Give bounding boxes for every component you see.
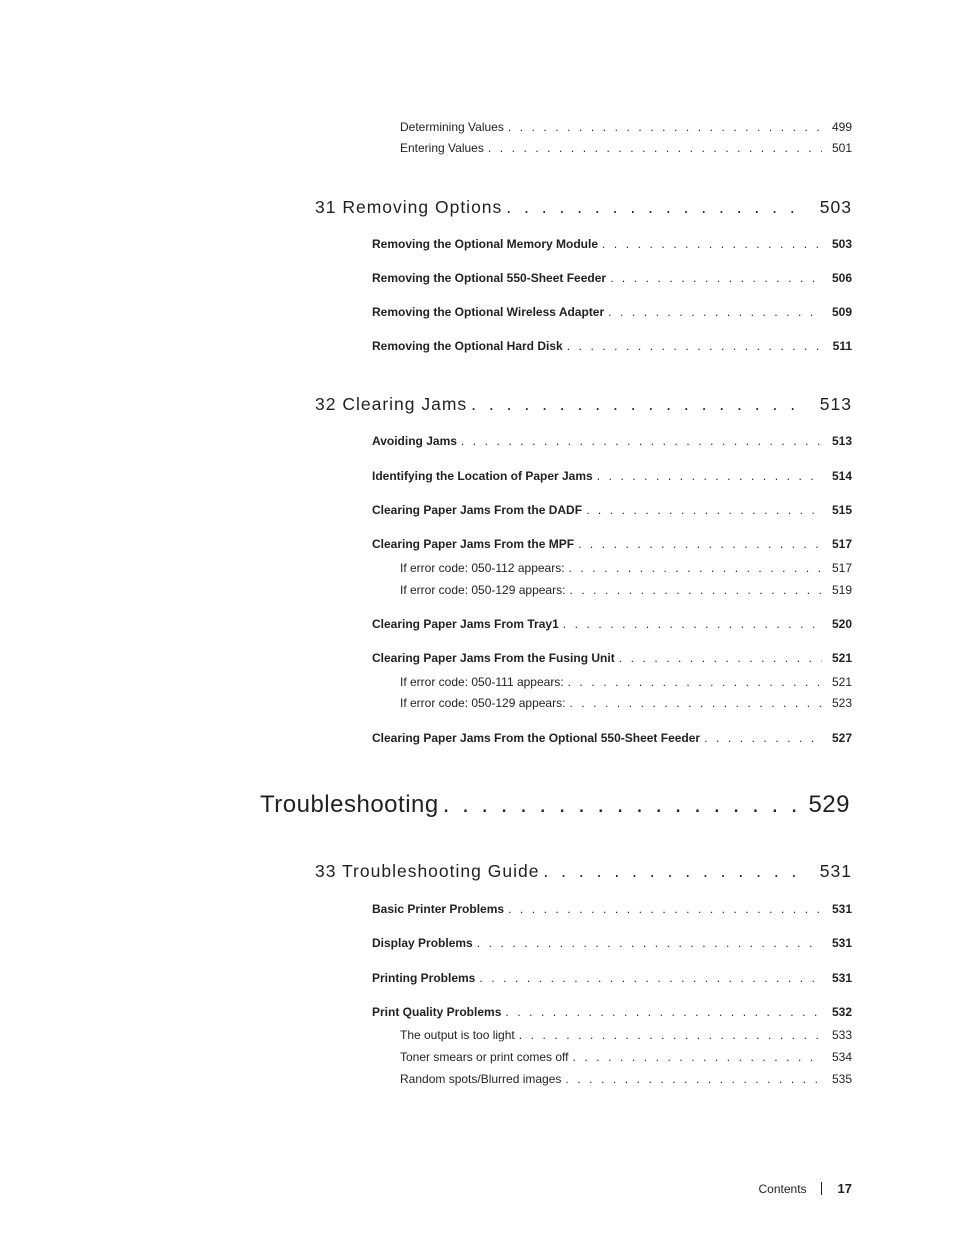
dot-leader [704,731,822,745]
toc-subsection-entry[interactable] [400,561,852,575]
entry-page-number: 533 [831,1028,852,1042]
dot-leader [443,791,799,819]
footer-section-label: Contents [758,1181,807,1196]
toc-chapter-entry[interactable] [315,861,852,882]
entry-page-number: 503 [831,237,852,251]
entry-page-number: 509 [831,305,852,319]
entry-title: 32 Clearing Jams [315,394,468,414]
dot-leader [543,861,805,882]
dot-leader [569,696,822,710]
toc-section-entry[interactable] [372,902,852,916]
entry-title: If error code: 050-129 appears: [400,583,566,597]
entry-page-number: 506 [831,271,852,285]
toc-part-entry[interactable] [260,791,850,819]
toc-section-entry[interactable] [372,731,852,745]
dot-leader [569,583,822,597]
entry-title: Basic Printer Problems [372,902,505,916]
dot-leader [508,902,822,916]
entry-title: Removing the Optional Wireless Adapter [372,305,605,319]
entry-title: If error code: 050-129 appears: [400,696,566,710]
toc-section-entry[interactable] [372,503,852,517]
entry-title: Entering Values [400,141,484,155]
dot-leader [461,434,822,448]
toc-section-entry[interactable] [372,237,852,251]
toc-subsection-entry[interactable] [400,1028,852,1042]
entry-title: Removing the Optional 550-Sheet Feeder [372,271,607,285]
entry-page-number: 514 [831,469,852,483]
entry-page-number: 513 [831,434,852,448]
dot-leader [479,971,822,985]
dot-leader [602,237,822,251]
entry-page-number: 519 [831,583,852,597]
dot-leader [619,651,822,665]
toc-section-entry[interactable] [372,1005,852,1019]
dot-leader [567,339,823,353]
dot-leader [573,1050,822,1064]
entry-page-number: 521 [831,651,852,665]
dot-leader [477,936,822,950]
entry-page-number: 515 [831,503,852,517]
toc-section-entry[interactable] [372,271,852,285]
dot-leader [610,271,822,285]
entry-page-number: 527 [831,731,852,745]
entry-title: If error code: 050-112 appears: [400,561,565,575]
entry-page-number: 535 [831,1072,852,1086]
entry-page-number: 513 [819,394,852,414]
dot-leader [506,197,806,218]
entry-page-number: 534 [831,1050,852,1064]
toc-section-entry[interactable] [372,971,852,985]
toc-section-entry[interactable] [372,469,852,483]
toc-subsection-entry[interactable] [400,696,852,710]
entry-title: Avoiding Jams [372,434,457,448]
entry-page-number: 532 [831,1005,852,1019]
toc-section-entry[interactable] [372,305,852,319]
toc-subsection-entry[interactable] [400,1050,852,1064]
entry-page-number: 529 [808,791,850,818]
toc-subsection-entry[interactable] [400,1072,852,1086]
entry-title: Clearing Paper Jams From Tray1 [372,617,559,631]
entry-title: Printing Problems [372,971,476,985]
toc-section-entry[interactable] [372,617,852,631]
page-footer [759,1181,853,1196]
toc-subsection-entry[interactable] [400,675,852,689]
toc-section-entry[interactable] [372,936,852,950]
entry-title: Clearing Paper Jams From the Optional 550-Sheet Feeder [372,731,701,745]
entry-page-number: 531 [831,971,852,985]
entry-title: Print Quality Problems [372,1005,502,1019]
entry-page-number: 521 [831,675,852,689]
dot-leader [568,675,822,689]
entry-title: Clearing Paper Jams From the Fusing Unit [372,651,615,665]
entry-title: Troubleshooting [260,791,439,818]
dot-leader [608,305,822,319]
entry-title: Removing the Optional Hard Disk [372,339,563,353]
entry-title: Removing the Optional Memory Module [372,237,599,251]
entry-title: 31 Removing Options [315,197,503,217]
page-number: 17 [837,1181,852,1196]
dot-leader [563,617,822,631]
toc-chapter-entry[interactable] [315,197,852,218]
dot-leader [578,537,822,551]
toc-section-entry[interactable] [372,434,852,448]
entry-page-number: 499 [831,120,852,134]
entry-title: Toner smears or print comes off [400,1050,569,1064]
toc-subsection-entry[interactable] [400,583,852,597]
toc-section-entry[interactable] [372,537,852,551]
entry-page-number: 503 [819,197,852,217]
entry-title: Display Problems [372,936,473,950]
entry-page-number: 531 [831,936,852,950]
toc-section-entry[interactable] [372,651,852,665]
entry-page-number: 531 [819,861,852,881]
dot-leader [519,1028,822,1042]
dot-leader [597,469,822,483]
entry-page-number: 531 [831,902,852,916]
toc-subsection-entry[interactable] [400,141,852,155]
entry-title: Identifying the Location of Paper Jams [372,469,593,483]
dot-leader [505,1005,822,1019]
dot-leader [471,394,806,415]
entry-title: Determining Values [400,120,504,134]
entry-page-number: 501 [831,141,852,155]
entry-title: Clearing Paper Jams From the MPF [372,537,575,551]
dot-leader [565,1072,822,1086]
toc-section-entry[interactable] [372,339,852,353]
dot-leader [586,503,822,517]
entry-page-number: 523 [831,696,852,710]
entry-page-number: 517 [831,561,852,575]
entry-page-number: 517 [831,537,852,551]
entry-page-number: 511 [832,339,852,353]
toc-chapter-entry[interactable] [315,394,852,415]
entry-title: The output is too light [400,1028,515,1042]
footer-divider [821,1182,822,1195]
dot-leader [488,141,822,155]
entry-title: If error code: 050-111 appears: [400,675,564,689]
entry-title: Clearing Paper Jams From the DADF [372,503,583,517]
entry-title: Random spots/Blurred images [400,1072,562,1086]
toc-subsection-entry[interactable] [400,120,852,134]
entry-title: 33 Troubleshooting Guide [315,861,540,881]
dot-leader [569,561,822,575]
entry-page-number: 520 [831,617,852,631]
dot-leader [508,120,822,134]
